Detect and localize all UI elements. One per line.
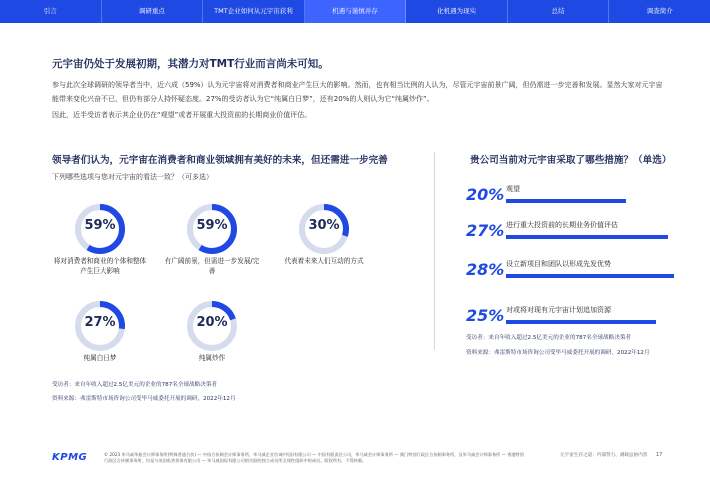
ring-label-5: 纯属炒作	[198, 354, 226, 362]
left-panel-subtitle: 下列哪些选项与您对元宇宙的看法一致？（可多选）	[52, 173, 213, 181]
bar-2	[506, 235, 668, 239]
nav-tab-5[interactable]: 化机遇为现实	[406, 0, 508, 23]
nav-tab-4[interactable]: 机遇与谨慎并存	[305, 0, 407, 23]
bar-category-label-1: 观望	[506, 185, 520, 193]
ring-value-1: 59%	[84, 218, 116, 233]
ring-value-3: 30%	[308, 218, 340, 233]
right-source-note: 资料来源：弗雷斯特市场咨询公司受毕马威委托开展的调研，2022年12月	[466, 350, 650, 356]
bar-row-4	[466, 305, 666, 331]
intro-paragraph-1: 参与此次全球调研的领导者当中，近六成（59%）认为元宇宙将对消费者和商业产生巨大的影响。然而，也有相当比例的人认为，尽管元宇宙前景广阔，但仍需进一步完善和发展。显然大家对元宇宙能带来变化兴奋不已，但仍有部分人持怀疑态度。27%的受访者认为它“纯属白日梦”，还有20%的人则认为它“纯属炒作”。	[52, 81, 663, 103]
intro-text	[52, 78, 664, 124]
bar-value-label-3: 28%	[466, 260, 505, 279]
nav-tab-3[interactable]: TMT企业如何从元宇宙获利	[203, 0, 305, 23]
left-respondents-note: 受访者：来自年收入超过2.5亿美元的企业的787名全球战略决策者	[52, 382, 218, 388]
bar-row-2	[466, 220, 666, 246]
footer-legal-text: © 2023 毕马威华振会计师事务所(特殊普通合伙) — 中国合伙制会计师事务所，毕马威企业咨询(中国)有限公司 — 中国有限责任公司，毕马威会计师事务所 — 澳门特别行政区合伙制事务所，及毕马威会计师事务所 — 香港特别行政区合伙制事务所，均是与英国私营担保有限公司 — 毕马威国际有限公司相关联的独立成员所全球性组织中的成员。版权所有，不得转载。	[104, 452, 524, 463]
left-panel-title: 领导者们认为，元宇宙在消费者和商业领域拥有美好的未来，但还需进一步完善	[52, 155, 388, 166]
nav-tab-1[interactable]: 引言	[0, 0, 102, 23]
bar-value-label-4: 25%	[466, 306, 505, 325]
page-number: 17	[656, 452, 663, 458]
ring-value-5: 20%	[196, 315, 228, 330]
panel-divider	[434, 152, 435, 350]
bar-row-1	[466, 184, 666, 210]
bar-3	[506, 274, 674, 278]
intro-paragraph-2: 因此，近半受访者表示其企业仍在“观望”或者开展重大投资前的长期商业价值评估。	[52, 111, 312, 119]
bar-1	[506, 199, 626, 203]
ring-label-2: 有广阔前景，但需进一步发展/完善	[164, 257, 260, 275]
bar-category-label-2: 进行重大投资前的长期业务价值评估	[506, 221, 618, 229]
bar-row-3	[466, 259, 666, 285]
ring-label-1: 将对消费者和商业的个体和整体产生巨大影响	[53, 257, 147, 275]
top-nav	[0, 0, 710, 23]
bar-4	[506, 320, 656, 324]
kpmg-logo: KPMG	[52, 452, 88, 463]
ring-value-2: 59%	[196, 218, 228, 233]
nav-tab-6[interactable]: 总结	[508, 0, 610, 23]
left-source-note: 资料来源：弗雷斯特市场咨询公司受毕马威委托开展的调研，2022年12月	[52, 396, 236, 402]
bar-category-label-3: 设立新项目和团队以形成先发优势	[506, 260, 611, 268]
bar-value-label-2: 27%	[466, 221, 505, 240]
ring-value-4: 27%	[84, 315, 116, 330]
ring-label-3: 代表着未来人们互动的方式	[284, 257, 364, 265]
right-panel-title: 贵公司当前对元宇宙采取了哪些措施？（单选）	[470, 155, 672, 166]
page-headline: 元宇宙仍处于发展初期，其潜力对TMT行业而言尚未可知。	[52, 58, 329, 70]
bar-value-label-1: 20%	[466, 185, 505, 204]
ring-label-4: 纯属白日梦	[83, 354, 117, 362]
nav-tab-7[interactable]: 调查简介	[646, 7, 673, 15]
nav-tab-2[interactable]: 调研重点	[102, 0, 204, 23]
bar-category-label-4: 对或将对现有元宇宙计划追加资源	[506, 306, 611, 314]
right-respondents-note: 受访者：来自年收入超过2.5亿美元的企业的787名全球战略决策者	[466, 335, 632, 341]
footer-doc-label: 元宇宙生存之道：内部努力、满载总协内容	[560, 453, 648, 458]
